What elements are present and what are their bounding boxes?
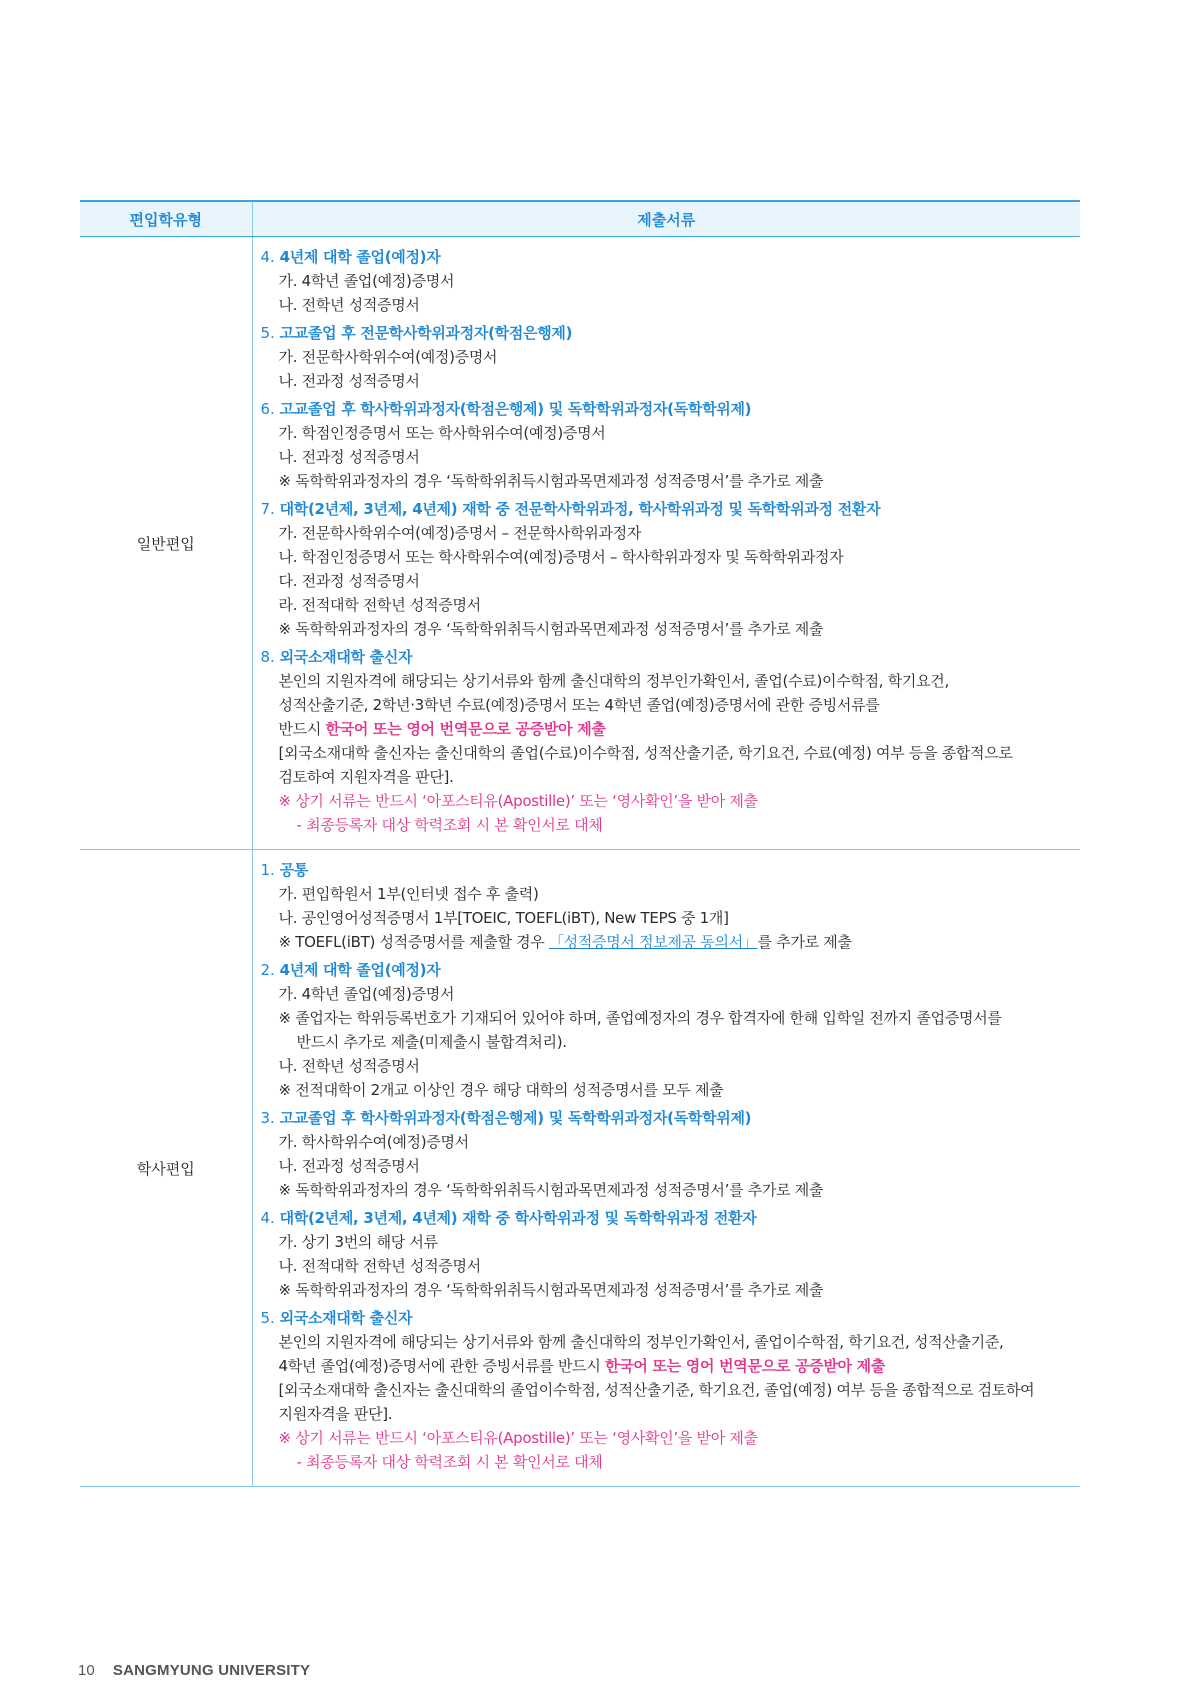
- list-item: 가. 학점인정증명서 또는 학사학위수여(예정)증명서: [278, 424, 606, 442]
- section-number: 5.: [260, 1309, 275, 1327]
- paragraph-line: 본인의 지원자격에 해당되는 상기서류와 함께 출신대학의 정부인가확인서, 졸업(수료)이수학점, 학기요건,: [278, 672, 949, 690]
- paragraph-line: [261, 717, 1071, 741]
- submission-documents-table: [80, 200, 1080, 1487]
- list-item: 다. 전과정 성적증명서: [278, 572, 420, 590]
- section-title: 외국소재대학 출신자: [279, 1309, 413, 1327]
- list-item: 나. 전학년 성적증명서: [278, 296, 420, 314]
- list-item: 나. 전적대학 전학년 성적증명서: [278, 1257, 481, 1275]
- bachelor-section-5: [261, 1306, 1071, 1474]
- section-title: 공통: [279, 861, 308, 879]
- documents-general: [252, 237, 1080, 850]
- note-text: ※ TOEFL(iBT) 성적증명서를 제출할 경우: [278, 933, 549, 951]
- note-text: 를 추가로 제출: [757, 933, 852, 951]
- section-number: 8.: [260, 648, 275, 666]
- bachelor-section-3: [261, 1106, 1071, 1202]
- page-number: 10: [78, 1662, 95, 1679]
- apostille-note: ※ 상기 서류는 반드시 ‘아포스티유(Apostille)’ 또는 ‘영사확인’을 받아 제출: [278, 792, 758, 810]
- bachelor-section-2: [261, 958, 1071, 1102]
- general-section-8: [261, 645, 1071, 837]
- paragraph-line: [외국소재대학 출신자는 출신대학의 졸업(수료)이수학점, 성적산출기준, 학기요건, 수료(예정) 여부 등을 종합적으로: [278, 744, 1013, 762]
- documents-bachelor: [252, 850, 1080, 1487]
- list-item: 가. 편입학원서 1부(인터넷 접수 후 출력): [278, 885, 539, 903]
- transfer-type-bachelor: 학사편입: [80, 850, 252, 1487]
- paragraph-line: 검토하여 지원자격을 판단].: [278, 768, 454, 786]
- bachelor-section-1: [261, 858, 1071, 954]
- table-row-general: [80, 237, 1080, 850]
- apostille-subnote: - 최종등록자 대상 학력조회 시 본 확인서로 대체: [296, 816, 603, 834]
- table-header-row: [80, 201, 1080, 237]
- list-item: 나. 학점인정증명서 또는 학사학위수여(예정)증명서 – 학사학위과정자 및 독학학위과정자: [278, 548, 844, 566]
- section-title: 고교졸업 후 학사학위과정자(학점은행제) 및 독학학위과정자(독학학위제): [279, 1109, 752, 1127]
- transfer-type-general: 일반편입: [80, 237, 252, 850]
- note: ※ 졸업자는 학위등록번호가 기재되어 있어야 하며, 졸업예정자의 경우 합격자에 한해 입학일 전까지 졸업증명서를: [278, 1009, 1002, 1027]
- page-footer: [78, 1662, 310, 1679]
- note: ※ 독학학위과정자의 경우 ‘독학학위취득시험과목면제과정 성적증명서’를 추가로 제출: [278, 620, 824, 638]
- section-title: 대학(2년제, 3년제, 4년제) 재학 중 학사학위과정 및 독학학위과정 전환자: [279, 1209, 757, 1227]
- section-title: 외국소재대학 출신자: [279, 648, 413, 666]
- general-section-4: [261, 245, 1071, 317]
- list-item: 가. 상기 3번의 해당 서류: [278, 1233, 438, 1251]
- section-title: 고교졸업 후 학사학위과정자(학점은행제) 및 독학학위과정자(독학학위제): [279, 400, 752, 418]
- consent-form-link[interactable]: [549, 933, 758, 951]
- table-row-bachelor: [80, 850, 1080, 1487]
- university-name: SANGMYUNG UNIVERSITY: [112, 1662, 311, 1679]
- list-item: 나. 전과정 성적증명서: [278, 1157, 420, 1175]
- section-number: 1.: [260, 861, 275, 879]
- section-number: 4.: [260, 1209, 275, 1227]
- header-transfer-type: 편입학유형: [80, 201, 252, 237]
- paragraph-text: 반드시: [278, 720, 326, 738]
- list-item: 가. 전문학사학위수여(예정)증명서: [278, 348, 498, 366]
- note-continued: 반드시 추가로 제출(미제출시 불합격처리).: [296, 1033, 567, 1051]
- note: ※ 독학학위과정자의 경우 ‘독학학위취득시험과목면제과정 성적증명서’를 추가로 제출: [278, 1281, 824, 1299]
- notarization-highlight: 한국어 또는 영어 번역문으로 공증받아 제출: [325, 720, 606, 738]
- paragraph-line: 지원자격을 판단].: [278, 1405, 393, 1423]
- section-number: 2.: [260, 961, 275, 979]
- header-documents: 제출서류: [252, 201, 1080, 237]
- apostille-note: ※ 상기 서류는 반드시 ‘아포스티유(Apostille)’ 또는 ‘영사확인’을 받아 제출: [278, 1429, 758, 1447]
- list-item: 나. 전과정 성적증명서: [278, 448, 420, 466]
- consent-form-link-text[interactable]: 「성적증명서 정보제공 동의서」: [548, 933, 758, 951]
- section-title: 대학(2년제, 3년제, 4년제) 재학 중 전문학사학위과정, 학사학위과정 및 독학학위과정 전환자: [279, 500, 881, 518]
- section-title: 고교졸업 후 전문학사학위과정자(학점은행제): [279, 324, 573, 342]
- bachelor-section-4: [261, 1206, 1071, 1302]
- note: ※ 독학학위과정자의 경우 ‘독학학위취득시험과목면제과정 성적증명서’를 추가로 제출: [278, 1181, 824, 1199]
- section-title: 4년제 대학 졸업(예정)자: [279, 961, 441, 979]
- general-section-7: [261, 497, 1071, 641]
- general-section-6: [261, 397, 1071, 493]
- list-item: 가. 전문학사학위수여(예정)증명서 – 전문학사학위과정자: [278, 524, 642, 542]
- list-item: 가. 4학년 졸업(예정)증명서: [278, 272, 455, 290]
- list-item: 나. 전학년 성적증명서: [278, 1057, 420, 1075]
- note: ※ 전적대학이 2개교 이상인 경우 해당 대학의 성적증명서를 모두 제출: [278, 1081, 724, 1099]
- note: ※ 독학학위과정자의 경우 ‘독학학위취득시험과목면제과정 성적증명서’를 추가로 제출: [278, 472, 824, 490]
- paragraph-text: 4학년 졸업(예정)증명서에 관한 증빙서류를 반드시: [278, 1357, 605, 1375]
- paragraph-line: [261, 1354, 1071, 1378]
- list-item: 나. 공인영어성적증명서 1부[TOEIC, TOEFL(iBT), New TEPS 중 1개]: [278, 909, 729, 927]
- general-section-5: [261, 321, 1071, 393]
- paragraph-line: [외국소재대학 출신자는 출신대학의 졸업이수학점, 성적산출기준, 학기요건, 졸업(예정) 여부 등을 종합적으로 검토하여: [278, 1381, 1035, 1399]
- list-item: 라. 전적대학 전학년 성적증명서: [278, 596, 481, 614]
- section-number: 4.: [260, 248, 275, 266]
- section-title: 4년제 대학 졸업(예정)자: [279, 248, 441, 266]
- list-item: 나. 전과정 성적증명서: [278, 372, 420, 390]
- note: [261, 930, 1071, 954]
- section-number: 3.: [260, 1109, 275, 1127]
- paragraph-line: 성적산출기준, 2학년·3학년 수료(예정)증명서 또는 4학년 졸업(예정)증명서에 관한 증빙서류를: [278, 696, 880, 714]
- section-number: 7.: [260, 500, 275, 518]
- list-item: 가. 4학년 졸업(예정)증명서: [278, 985, 455, 1003]
- section-number: 5.: [260, 324, 275, 342]
- apostille-subnote: - 최종등록자 대상 학력조회 시 본 확인서로 대체: [296, 1453, 603, 1471]
- notarization-highlight: 한국어 또는 영어 번역문으로 공증받아 제출: [605, 1357, 886, 1375]
- list-item: 가. 학사학위수여(예정)증명서: [278, 1133, 469, 1151]
- paragraph-line: 본인의 지원자격에 해당되는 상기서류와 함께 출신대학의 정부인가확인서, 졸업이수학점, 학기요건, 성적산출기준,: [278, 1333, 1004, 1351]
- section-number: 6.: [260, 400, 275, 418]
